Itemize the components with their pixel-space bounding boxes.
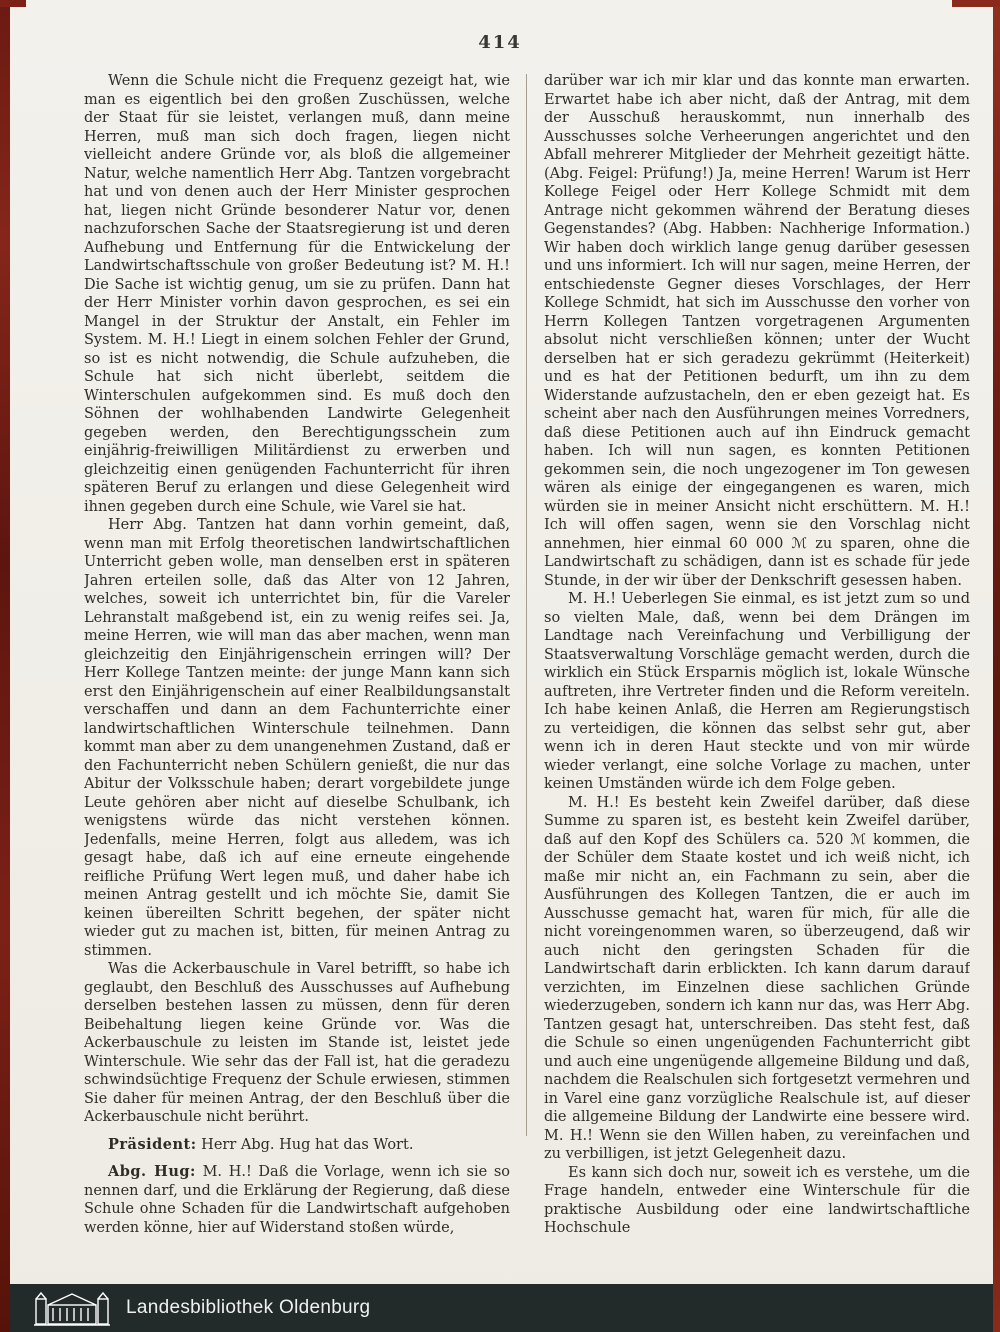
paragraph-text: M. H.! Daß die Vorlage, wenn ich sie so nennen darf, und die Erklärung der Regierung, daß diese Schule ohne Schaden für die Landwirtschaft aufgehoben werden könne, hier auf Widerstand stoßen würde,: [84, 1164, 511, 1236]
column-left: [84, 72, 510, 1274]
paragraph: [544, 590, 970, 794]
speaker-label: Präsident:: [108, 1135, 197, 1153]
paragraph-text: darüber war ich mir klar und das konnte man erwarten. Erwartet habe ich aber nicht, daß der Antrag, mit dem der Ausschuß herauskommt, nun innerhalb des Ausschusses solche Verheerungen angerichtet und den Abfall mehrerer Mitglieder der Mehrheit gezeitigt hätte. (Abg. Feigel: Prüfung!) Ja, meine Herren! Warum ist Herr Kollege Feigel oder Herr Kollege Schmidt mit dem Antrage nicht gekommen während der Beratung dieses Gegenstandes? (Abg. Habben: Nachherige Information.) Wir haben doch wirklich lange genug darüber gesessen und uns informiert. Ich will nur sagen, meine Herren, der entschiedenste Gegner dieses Vorschlages, der Herr Kollege Schmidt, hat sich im Ausschusse den vorher von Herrn Kollegen Tantzen vorgetragenen Argumenten absolut nicht verschließen können; unter der Wucht derselben hat er sich geradezu gekrümmt (Heiterkeit) und es hat der Petitionen bedurft, um ihn zu dem Widerstande aufzustacheln, den er eben gezeigt hat. Es scheint aber nach den Ausführungen meines Vorredners, daß diese Petitionen auch auf ihn Eindruck gemacht haben. Ich will nun sagen, es konnten Petitionen gekommen sein, die noch ungezogener im Ton gewesen wären als einige der eingegangenen es waren, mich würden sie in meiner Ansicht nicht erschüttern. M. H.! Ich will offen sagen, wenn sie den Vorschlag nicht annehmen, hier einmal 60 000 ℳ zu sparen, ohne die Landwirtschaft zu schädigen, dann ist es schade für jede Stunde, in der wir über der Denkschrift gesessen haben.: [544, 73, 970, 589]
paragraph: [84, 960, 510, 1127]
text-columns: [84, 72, 970, 1274]
paragraph: [84, 72, 510, 516]
speaker-label: Abg. Hug:: [108, 1163, 196, 1180]
paragraph-text: Herr Abg. Tantzen hat dann vorhin gemeint, daß, wenn man mit Erfolg theoretischen landwirtschaftlichen Unterricht geben wolle, man denselben erst in späteren Jahren erteilen solle, daß das Alter von 12 Jahren, welches, soweit ich unterrichtet bin, für die Vareler Lehranstalt maßgebend ist, ein zu wenig reifes sei. Ja, meine Herren, wie will man das aber machen, wenn man gleichzeitig den Einjährigenschein erringen will? Der Herr Kollege Tantzen meinte: der junge Mann kann sich erst den Einjährigenschein auf einer Realbildungsanstalt verschaffen und dann an dem Fachunterrichte einer landwirtschaftlichen Winterschule teilnehmen. Dann kommt man aber zu dem unangenehmen Zustand, daß er den Fachunterricht neben Schülern genießt, die nur das Abitur der Volksschule haben; derart vorgebildete junge Leute gehören aber nicht auf dieselbe Schulbank, ich wenigstens würde das nicht verstehen können. Jedenfalls, meine Herren, folgt aus alledem, was ich gesagt habe, daß ich auf eine erneute eingehende reifliche Prüfung Wert legen muß, und daher habe ich meinen Antrag gestellt und ich möchte Sie, damit Sie keinen übereilten Schritt begehen, der später nicht wieder gut zu machen ist, bitten, für meinen Antrag zu stimmen.: [84, 517, 510, 959]
paragraph: [544, 1164, 970, 1238]
speaker-paragraph: [84, 1163, 510, 1237]
paragraph-text: Was die Ackerbauschule in Varel betrifft, so habe ich geglaubt, den Beschluß des Ausschusses auf Aufhebung derselben bestehen lassen zu müssen, denn für deren Beibehaltung liegen keine Gründe vor. Was die Ackerbauschule zu leisten im Stande ist, leistet jede Winterschule. Wie sehr das der Fall ist, hat die geradezu schwindsüchtige Frequenz der Schule erwiesen, stimmen Sie daher für meinen Antrag, der den Beschluß über die Ackerbauschule nicht berührt.: [84, 961, 510, 1125]
column-right: [544, 72, 970, 1274]
paragraph: [544, 794, 970, 1164]
scan-edge-left: [0, 0, 10, 1332]
column-divider: [526, 74, 527, 1136]
paragraph-text: M. H.! Ueberlegen Sie einmal, es ist jetzt zum so und so vielten Male, daß, wenn bei dem Drängen im Landtage nach Vereinfachung und Verbilligung der Staatsverwaltung Vorschläge gemacht werden, durch die wirklich ein Stück Ersparnis möglich ist, lokale Wünsche auftreten, ihre Vertreter finden und die Reform vereiteln. Ich habe keinen Anlaß, die Herren am Regierungstisch zu verteidigen, die können das selbst sehr gut, aber wenn ich in deren Haut steckte und von mir würde wieder verlangt, eine solche Vorlage zu machen, unter keinen Umständen würde ich dem Folge geben.: [544, 591, 970, 792]
library-watermark-bar: [0, 1284, 1000, 1332]
scan-edge-right: [993, 0, 1000, 1332]
paragraph-text: Wenn die Schule nicht die Frequenz gezeigt hat, wie man es eigentlich bei den großen Zuschüssen, welche der Staat für sie leistet, verlangen muß, dann meine Herren, muß man sich doch fragen, liegen nicht vielleicht andere Gründe vor, als bloß die allgemeiner Natur, welche namentlich Herr Abg. Tantzen vorgebracht hat und von denen auch der Herr Minister gesprochen hat, liegen nicht Gründe besonderer Natur vor, denen nachzuforschen Sache der Staatsregierung ist und deren Aufhebung und Entfernung für die Entwickelung der Landwirtschaftsschule von großer Bedeutung ist? M. H.! Die Sache ist wichtig genug, um sie zu prüfen. Dann hat der Herr Minister vorhin davon gesprochen, es sei ein Mangel in der Struktur der Anstalt, ein Fehler im System. M. H.! Liegt in einem solchen Fehler der Grund, so ist es nicht notwendig, die Schule aufzuheben, die Schule hat sich nicht überlebt, seitdem die Winterschulen aufgekommen sind. Es muß doch den Söhnen der wohlhabenden Landwirte Gelegenheit gegeben werden, den Berechtigungsschein zum einjährig-freiwilligen Militärdienst zu erwerben und gleichzeitig einen genügenden Fachunterricht für ihren späteren Beruf zu erlangen und diese Gelegenheit wird ihnen gegeben durch eine Schule, wie Varel sie hat.: [84, 73, 510, 515]
paragraph: [84, 516, 510, 960]
library-building-icon: [34, 1290, 110, 1326]
watermark-text: Landesbibliothek Oldenburg: [126, 1297, 371, 1318]
paragraph-text: Herr Abg. Hug hat das Wort.: [196, 1136, 414, 1153]
scan-edge-top-right: [952, 0, 1000, 7]
paragraph-text: M. H.! Es besteht kein Zweifel darüber, daß diese Summe zu sparen ist, es besteht kein Zweifel darüber, daß auf den Kopf des Schülers ca. 520 ℳ kommen, die der Schüler dem Staate kostet und ich weiß nicht, ich maße mir nicht an, ein Fachmann zu sein, aber die Ausführungen des Kollegen Tantzen, die er auch im Ausschusse gemacht hat, waren für mich, für alle die nicht voreingenommen waren, so überzeugend, daß wir auch nicht den geringsten Schaden für die Landwirtschaft darin erblickten. Ich kann darum darauf verzichten, im Einzelnen diese sachlichen Gründe wiederzugeben, sondern ich kann nur das, was Herr Abg. Tantzen gesagt hat, unterschreiben. Das steht fest, daß die Schule so einen ungenügenden Fachunterricht gibt und auch eine ungenügende allgemeine Bildung und daß, nachdem die Realschulen sich fortgesetzt vermehren und in Varel eine ganz vorzügliche Realschule ist, auf dieser die allgemeine Bildung der Landwirte eine bessere wird. M. H.! Wenn sie den Willen haben, zu vereinfachen und zu verbilligen, ist jetzt Gelegenheit dazu.: [544, 794, 970, 1162]
page-number: 414: [478, 32, 522, 53]
paragraph: [544, 72, 970, 590]
scan-edge-top-left: [0, 0, 26, 7]
paragraph-text: Es kann sich doch nur, soweit ich es verstehe, um die Frage handeln, entweder eine Winterschule für die praktische Ausbildung oder eine landwirtschaftliche Hochschule: [544, 1164, 970, 1236]
speaker-paragraph: [84, 1136, 510, 1155]
